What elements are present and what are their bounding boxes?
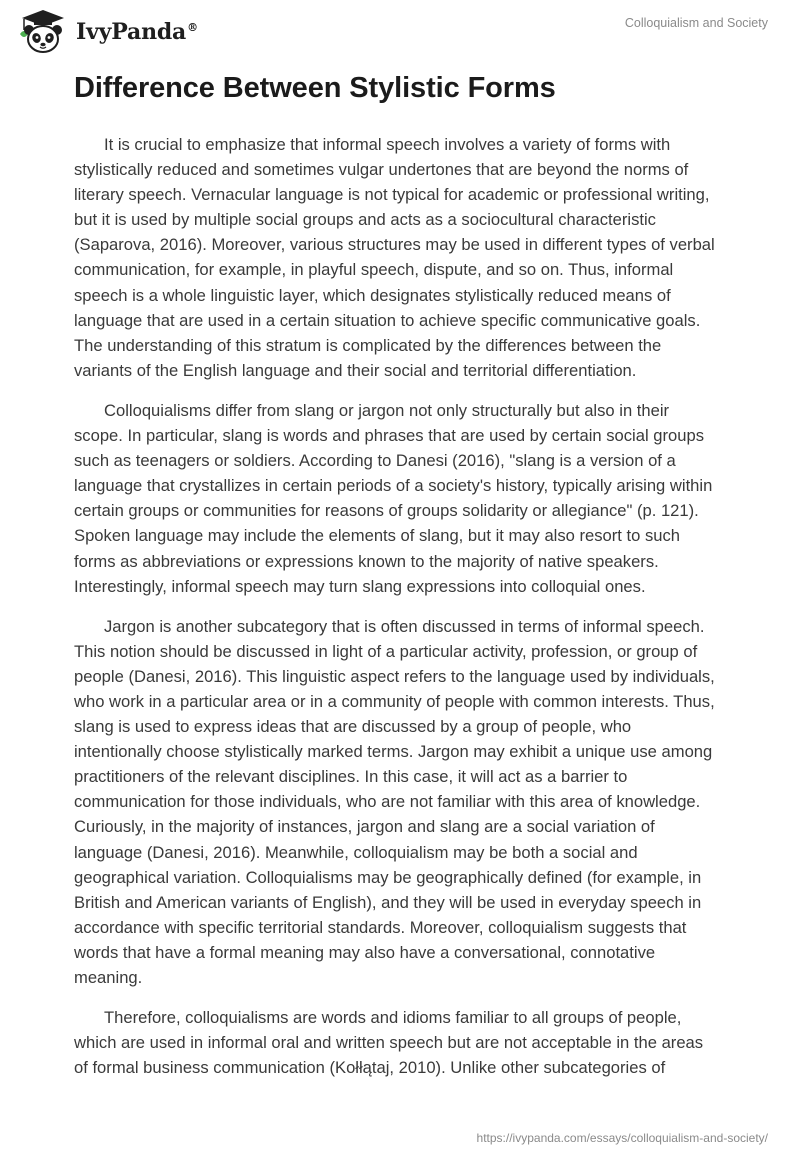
paragraph: Colloquialisms differ from slang or jargon not only structurally but also in their scope. In particular, slang is words and phrases that are used by certain social groups such as teenagers or soldiers. According to Danesi (2016), "slang is a version of a language that crystallizes in certain periods of a society's history, typically arising within certain groups or communities for reasons of groups solidarity or allegiance" (p. 121). Spoken language may include the elements of slang, but it may also resort to such forms as abbreviations or expressions known to the majority of native speakers. Interestingly, informal speech may turn slang expressions into colloquial ones. xyxy=(74,400,713,596)
article-body xyxy=(74,132,736,1095)
ivypanda-logo[interactable] xyxy=(14,8,198,56)
section-heading: Difference Between Stylistic Forms xyxy=(74,72,556,104)
source-url[interactable]: https://ivypanda.com/essays/colloquialism-and-society/ xyxy=(476,1131,768,1145)
brand-name: IvyPanda® xyxy=(76,19,198,45)
panda-graduate-icon xyxy=(14,8,72,56)
running-title: Colloquialism and Society xyxy=(624,16,768,30)
paragraph: It is crucial to emphasize that informal speech involves a variety of forms with stylistically reduced and sometimes vulgar undertones that are beyond the norms of literary speech. Vernacular language is not typical for academic or professional writing, but it is used by multiple social groups and acts as a sociocultural characteristic (Saparova, 2016). Moreover, various structures may be used in different types of verbal communication, for example, in playful speech, dispute, and so on. Thus, informal speech is a whole linguistic layer, which designates stylistically reduced means of language that are used in a certain situation to achieve specific communicative goals. The understanding of this stratum is complicated by the differences between the variants of the English language and their social and territorial differentiation. xyxy=(74,135,715,380)
page-header xyxy=(0,0,800,70)
paragraph: Therefore, colloquialisms are words and idioms familiar to all groups of people, which are used in informal oral and written speech but are not acceptable in the areas of formal business communication (Kołłątaj, 2010). Unlike other subcategories of xyxy=(74,1008,704,1078)
paragraph: Jargon is another subcategory that is often discussed in terms of informal speech. This notion should be discussed in light of a particular activity, profession, or group of people (Danesi, 2016). This linguistic aspect refers to the language used by individuals, who work in a particular area or in a community of people with common interests. Thus, slang is used to express ideas that are discussed by a group of people, who intentionally choose stylistically marked terms. Jargon may exhibit a unique use among practitioners of the relevant disciplines. In this case, it will act as a barrier to communication for those individuals, who are not familiar with this area of knowledge. Curiously, in the majority of instances, jargon and slang are a social variation of language (Danesi, 2016). Meanwhile, colloquialism may be both a social and geographical variation. Colloquialisms may be geographically defined (for example, in British and American variants of English), and they will be used in everyday speech in accordance with specific territorial standards. Moreover, colloquialism suggests that words that have a formal meaning may also have a conversational, connotative meaning. xyxy=(74,616,715,987)
registered-mark: ® xyxy=(187,21,198,34)
